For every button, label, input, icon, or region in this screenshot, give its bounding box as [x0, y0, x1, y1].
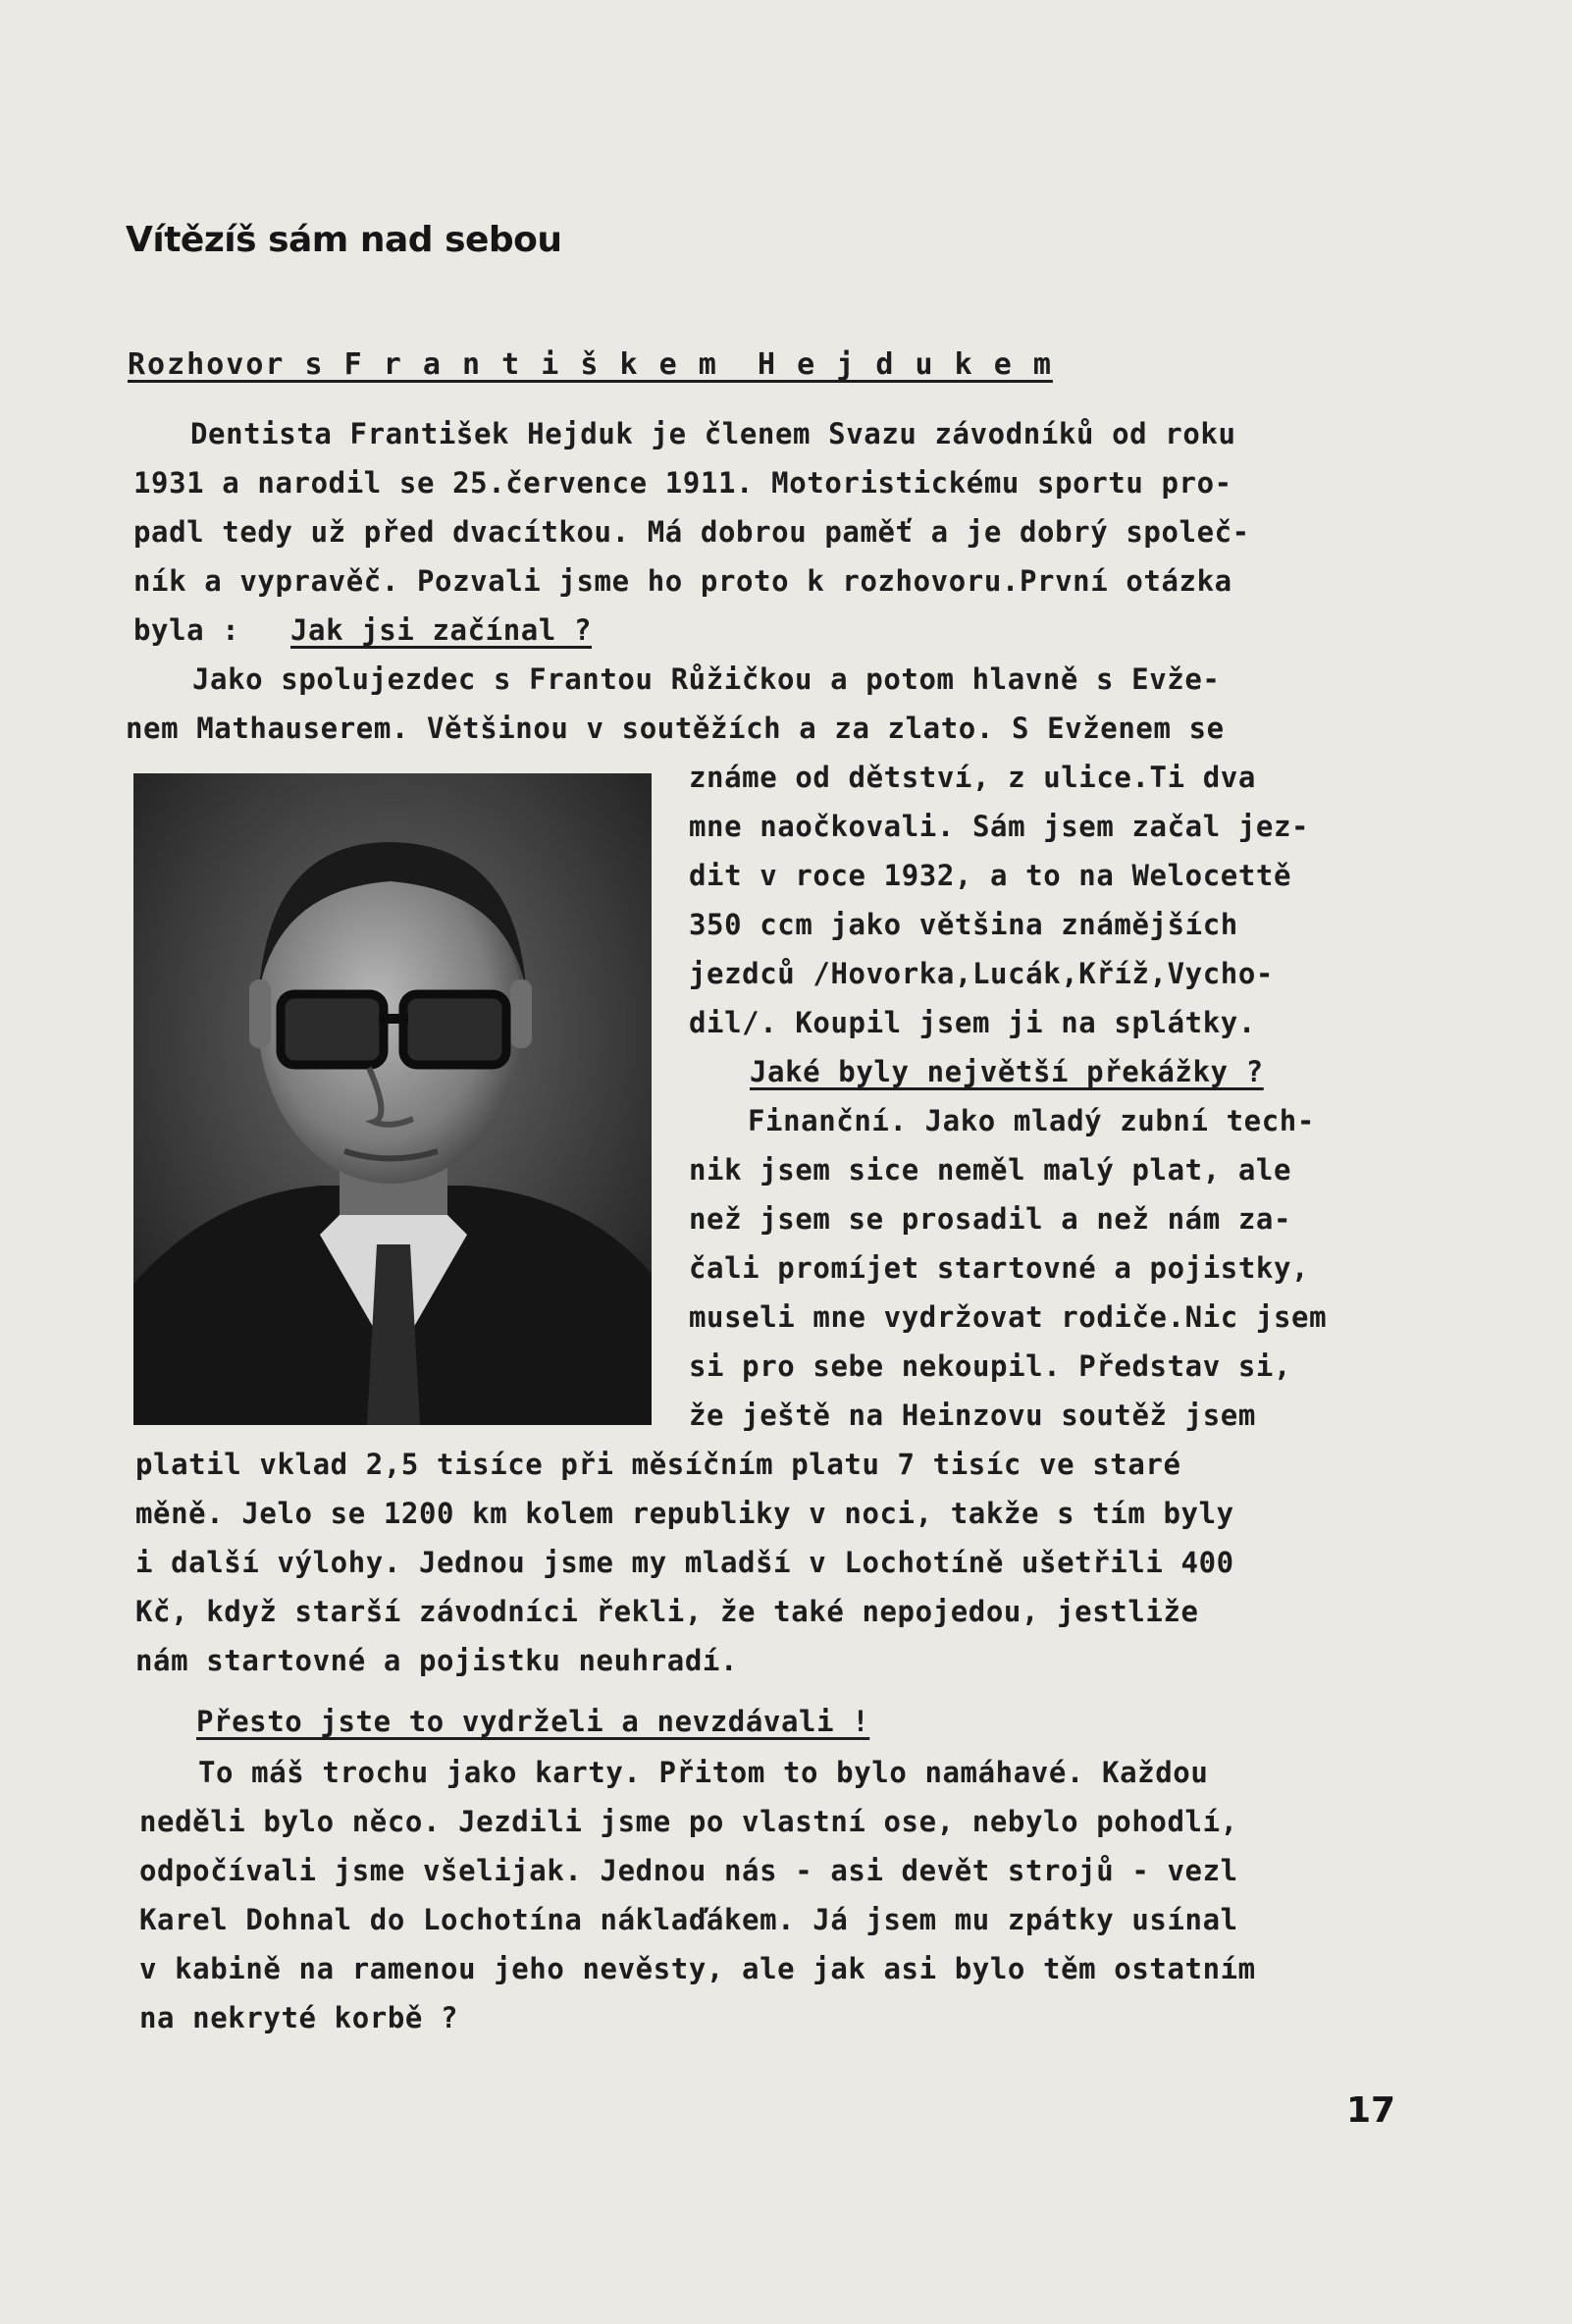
text-line: 1931 a narodil se 25.července 1911. Motoristickému sportu pro-	[133, 466, 1232, 500]
text-line: platil vklad 2,5 tisíce při měsíčním platu 7 tisíc ve staré	[135, 1448, 1181, 1481]
text-line: Karel Dohnal do Lochotína náklaďákem. Já jsem mu zpátky usínal	[139, 1903, 1238, 1936]
text-line: jezdců /Hovorka,Lucák,Kříž,Vycho-	[689, 957, 1274, 990]
text-line: na nekryté korbě ?	[139, 2001, 459, 2034]
text-line: si pro sebe nekoupil. Představ si,	[689, 1349, 1292, 1383]
question-heading: Jak jsi začínal ?	[290, 613, 593, 647]
text-line: dil/. Koupil jsem ji na splátky.	[689, 1006, 1256, 1039]
portrait-photo	[133, 773, 652, 1425]
text-line: než jsem se prosadil a než nám za-	[689, 1202, 1292, 1236]
text-line: Kč, když starší závodníci řekli, že také nepojedou, jestliže	[135, 1595, 1199, 1628]
article-title: Vítězíš sám nad sebou	[126, 220, 562, 260]
text-line: neděli bylo něco. Jezdili jsme po vlastní ose, nebylo pohodlí,	[139, 1805, 1238, 1838]
text-line: i další výlohy. Jednou jsme my mladší v Lochotíně ušetřili 400	[135, 1546, 1234, 1579]
text-line: padl tedy už před dvacítkou. Má dobrou paměť a je dobrý společ-	[133, 515, 1250, 549]
article-subtitle: Rozhovor s F r a n t i š k e m H e j d u k e m	[128, 347, 1053, 382]
text-line: museli mne vydržovat rodiče.Nic jsem	[689, 1300, 1328, 1334]
text-line: nám startovné a pojistku neuhradí.	[135, 1644, 739, 1677]
text-line: nem Mathauserem. Většinou v soutěžích a za zlato. S Evženem se	[126, 712, 1225, 745]
text-line: známe od dětství, z ulice.Ti dva	[689, 761, 1256, 794]
text-line: To máš trochu jako karty. Přitom to bylo namáhavé. Každou	[198, 1756, 1209, 1789]
text-line: měně. Jelo se 1200 km kolem republiky v noci, takže s tím byly	[135, 1497, 1234, 1530]
text-line: odpočívali jsme všelijak. Jednou nás - asi devět strojů - vezl	[139, 1854, 1238, 1887]
text-line: v kabině na ramenou jeho nevěsty, ale jak asi bylo těm ostatním	[139, 1952, 1256, 1985]
text-line: Jako spolujezdec s Frantou Růžičkou a potom hlavně s Evže-	[192, 662, 1221, 696]
text-line: mne naočkovali. Sám jsem začal jez-	[689, 810, 1310, 843]
question-heading: Přesto jste to vydrželi a nevzdávali !	[196, 1705, 870, 1738]
text-line: že ještě na Heinzovu soutěž jsem	[689, 1399, 1256, 1432]
text-line: 350 ccm jako většina známějších	[689, 908, 1238, 941]
text-line: byla :	[133, 613, 240, 647]
text-line: čali promíjet startovné a pojistky,	[689, 1251, 1310, 1285]
page-number: 17	[1346, 2090, 1396, 2131]
question-heading: Jaké byly největší překážky ?	[750, 1055, 1264, 1088]
text-line: ník a vypravěč. Pozvali jsme ho proto k rozhovoru.První otázka	[133, 564, 1232, 598]
text-line: Finanční. Jako mladý zubní tech-	[748, 1104, 1315, 1137]
text-line: Dentista František Hejduk je členem Svazu závodníků od roku	[190, 417, 1236, 450]
text-line: nik jsem sice neměl malý plat, ale	[689, 1153, 1292, 1187]
text-line: dit v roce 1932, a to na Welocettě	[689, 859, 1292, 892]
